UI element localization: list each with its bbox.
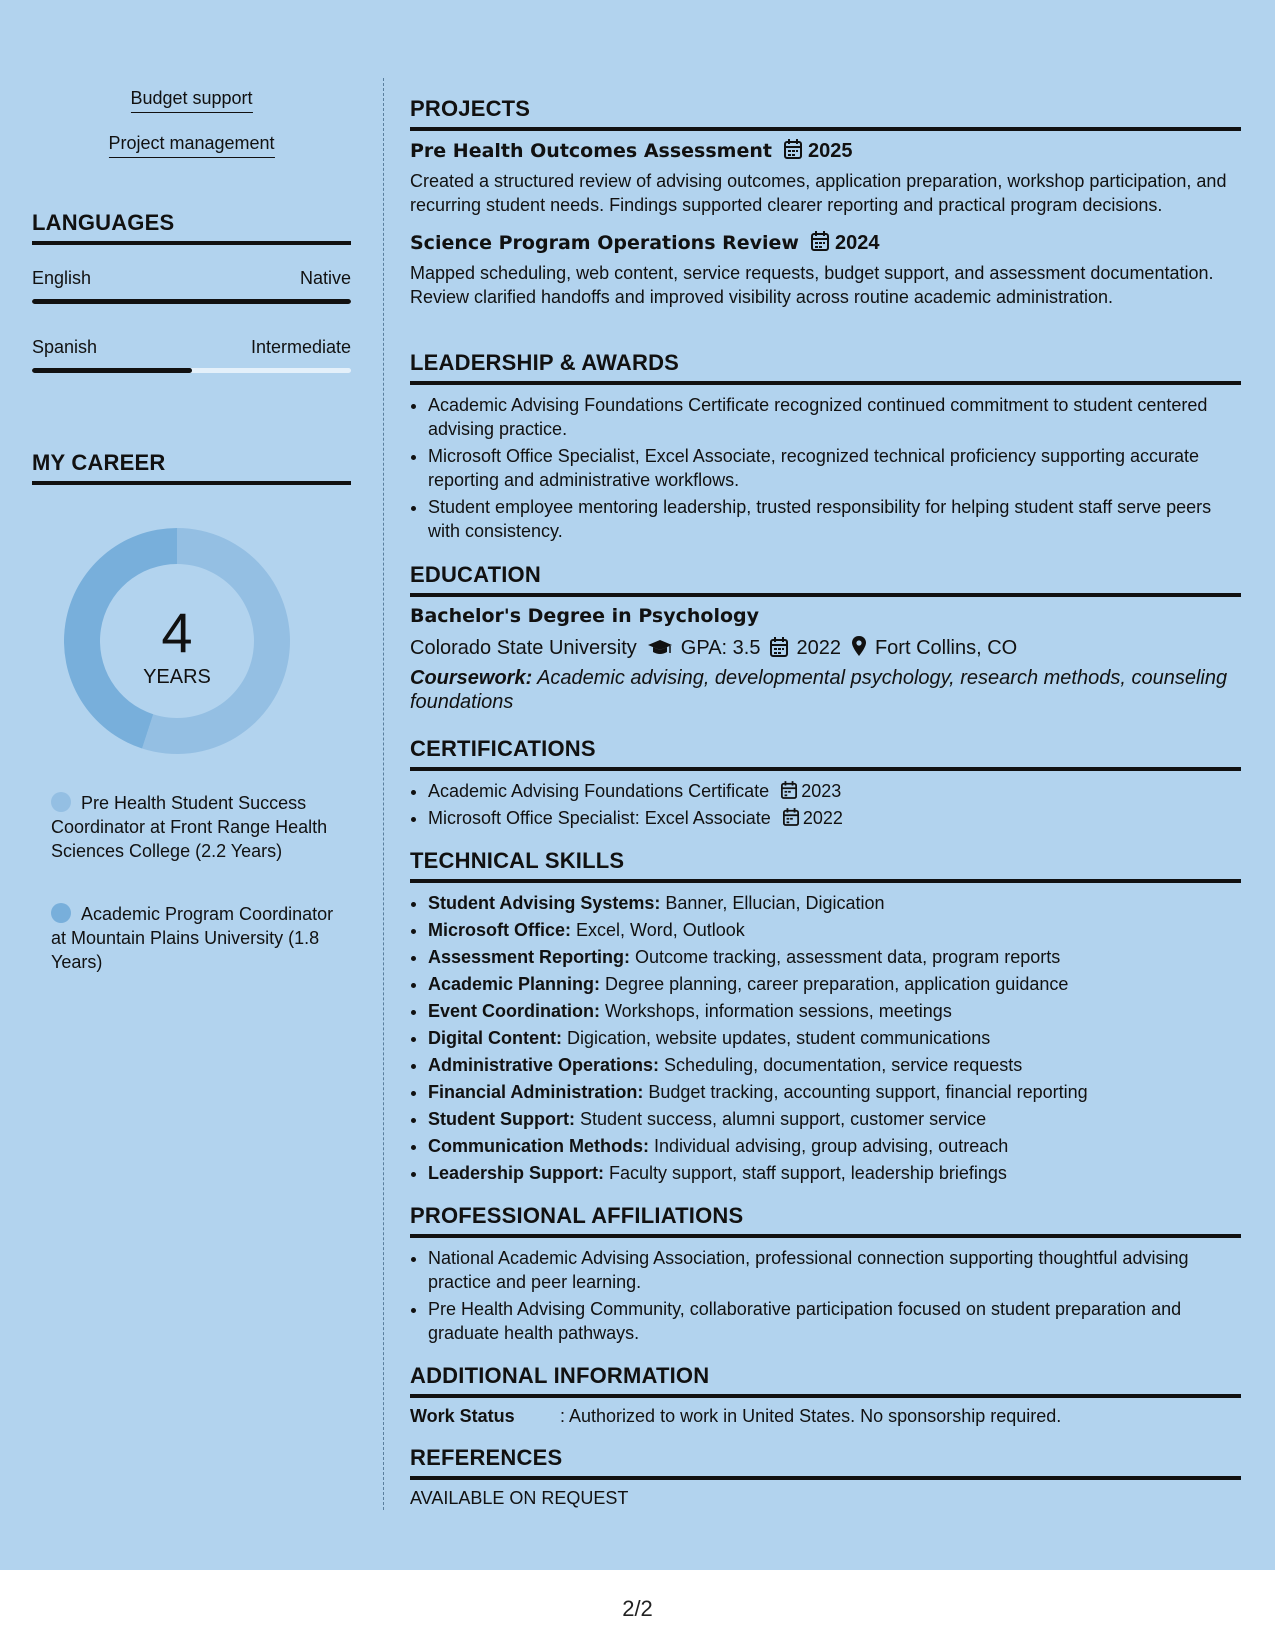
- project-description: Created a structured review of advising outcomes, application preparation, workshop participation, and recurring student needs. Findings supported clearer reporting and practical program decisions.: [410, 171, 1227, 215]
- education-year: 2022: [796, 637, 841, 659]
- skill-value: Student success, alumni support, customer service: [574, 1109, 987, 1129]
- references-section: [410, 1445, 1241, 1509]
- list-item: [428, 779, 1241, 803]
- technical-skills-title: TECHNICAL SKILLS: [410, 848, 1241, 883]
- work-status: [410, 1406, 1241, 1427]
- certifications-title: CERTIFICATIONS: [410, 736, 1241, 771]
- page-number: 2/2: [622, 1596, 653, 1621]
- cert-year: 2023: [801, 781, 842, 801]
- language-level: Intermediate: [250, 337, 351, 357]
- list-item: [428, 972, 1241, 997]
- skill-budget-support: Budget support: [130, 88, 252, 113]
- list-item: • Student employee mentoring leadership, trusted responsibility for helping student staff serve peers with consistency.: [428, 495, 1241, 543]
- leadership-title: LEADERSHIP & AWARDS: [410, 350, 1241, 385]
- degree-title: Bachelor's Degree in Psychology: [410, 605, 760, 627]
- skill-label: Leadership Support:: [428, 1163, 605, 1183]
- education-meta: [410, 635, 1241, 660]
- skill-label: Assessment Reporting:: [428, 947, 631, 967]
- career-section: [32, 450, 351, 485]
- certifications-section: [410, 736, 1241, 833]
- language-bar-fill: [32, 299, 351, 304]
- education-gpa: GPA: 3.5: [680, 637, 761, 659]
- project-year: 2024: [834, 232, 880, 254]
- language-level: Native: [299, 268, 351, 288]
- skill-label: Digital Content:: [428, 1028, 562, 1048]
- coursework-text: Academic advising, developmental psychology, research methods, counseling foundations: [410, 667, 1228, 713]
- list-item: • Pre Health Advising Community, collaborative participation focused on student preparation and graduate health pathways.: [428, 1297, 1241, 1345]
- languages-section: [32, 210, 351, 245]
- skill-value: Faculty support, staff support, leadership briefings: [604, 1163, 1007, 1183]
- additional-info-section: [410, 1363, 1241, 1427]
- project-title: [410, 139, 1241, 163]
- language-name: Spanish: [32, 337, 98, 357]
- calendar-icon: [811, 231, 829, 251]
- career-item-text: Pre Health Student Success Coordinator at Front Range Health Sciences College (2.2 Years): [51, 793, 328, 861]
- calendar-icon: [783, 808, 799, 826]
- languages-title: LANGUAGES: [32, 210, 351, 245]
- skill-value: Outcome tracking, assessment data, program reports: [630, 947, 1061, 967]
- skill-project-management: Project management: [108, 133, 274, 158]
- career-item: [51, 902, 341, 974]
- list-item: [428, 1026, 1241, 1051]
- work-status-value: : Authorized to work in United States. No sponsorship required.: [560, 1406, 1062, 1426]
- leadership-list: [410, 393, 1241, 543]
- language-bar-spanish: [32, 368, 351, 373]
- skill-label: Financial Administration:: [428, 1082, 644, 1102]
- skill-value: Degree planning, career preparation, application guidance: [600, 974, 1069, 994]
- list-item: [428, 1080, 1241, 1105]
- list-item: [428, 891, 1241, 916]
- calendar-icon: [784, 139, 802, 159]
- list-item: • National Academic Advising Association, professional connection supporting thoughtful advising practice and peer learning.: [428, 1246, 1241, 1294]
- technical-skills-list: [410, 891, 1241, 1186]
- list-item: [428, 1107, 1241, 1132]
- skill-value: Individual advising, group advising, outreach: [649, 1136, 1009, 1156]
- affiliations-list: [410, 1246, 1241, 1345]
- list-item: [428, 806, 1241, 830]
- list-item: [428, 918, 1241, 943]
- career-legend-dot: [51, 903, 71, 923]
- affiliations-title: PROFESSIONAL AFFILIATIONS: [410, 1203, 1241, 1238]
- affiliations-section: [410, 1203, 1241, 1348]
- career-legend-dot: [51, 792, 71, 812]
- career-item-text: Academic Program Coordinator at Mountain Plains University (1.8 Years): [51, 904, 334, 972]
- career-total-unit: YEARS: [143, 666, 211, 688]
- list-item: [428, 945, 1241, 970]
- list-item: [428, 999, 1241, 1024]
- skill-label: Event Coordination:: [428, 1001, 600, 1021]
- career-title: MY CAREER: [32, 450, 351, 485]
- skill-value: Digication, website updates, student communications: [561, 1028, 991, 1048]
- career-item: [51, 791, 341, 863]
- skill-value: Workshops, information sessions, meetings: [600, 1001, 952, 1021]
- certifications-list: [410, 779, 1241, 830]
- language-bar-english: [32, 299, 351, 304]
- skill-label: Administrative Operations:: [428, 1055, 660, 1075]
- list-item: [428, 1161, 1241, 1186]
- coursework: [410, 666, 1241, 714]
- cert-name: Microsoft Office Specialist: Excel Associate: [428, 808, 771, 828]
- skill-value: Scheduling, documentation, service requests: [659, 1055, 1023, 1075]
- skill-value: Excel, Word, Outlook: [571, 920, 745, 940]
- technical-skills-section: [410, 848, 1241, 1188]
- calendar-icon: [770, 637, 788, 657]
- work-status-label: Work Status: [410, 1406, 515, 1426]
- list-item: • Academic Advising Foundations Certificate recognized continued commitment to student centered advising practice.: [428, 393, 1241, 441]
- cert-name: Academic Advising Foundations Certificate: [428, 781, 770, 801]
- references-title: REFERENCES: [410, 1445, 1241, 1480]
- list-item: [428, 1053, 1241, 1078]
- column-divider: [383, 78, 384, 1510]
- coursework-label: Coursework:: [410, 667, 533, 689]
- skill-label: Communication Methods:: [428, 1136, 649, 1156]
- skill-label: Student Advising Systems:: [428, 893, 661, 913]
- language-bar-fill: [32, 368, 192, 373]
- project-description: Mapped scheduling, web content, service requests, budget support, and assessment documentation. Review clarified handoffs and improved visibility across routine academic administration.: [410, 263, 1214, 307]
- project-title: [410, 231, 1241, 255]
- skill-label: Academic Planning:: [428, 974, 601, 994]
- education-location: Fort Collins, CO: [874, 637, 1018, 659]
- education-title: EDUCATION: [410, 562, 1241, 597]
- school-name: Colorado State University: [410, 637, 637, 659]
- skill-label: Microsoft Office:: [428, 920, 572, 940]
- project-name: Science Program Operations Review: [410, 232, 799, 254]
- list-item: • Microsoft Office Specialist, Excel Associate, recognized technical proficiency supporting accurate reporting and administrative workflows.: [428, 444, 1241, 492]
- references-text: AVAILABLE ON REQUEST: [410, 1488, 629, 1508]
- list-item: [428, 1134, 1241, 1159]
- language-name: English: [32, 268, 92, 288]
- skill-value: Budget tracking, accounting support, financial reporting: [643, 1082, 1088, 1102]
- calendar-icon: [781, 781, 797, 799]
- cert-year: 2022: [802, 808, 843, 828]
- career-total-number: 4: [161, 601, 193, 664]
- projects-section: [410, 96, 1241, 323]
- leadership-section: [410, 350, 1241, 546]
- project-name: Pre Health Outcomes Assessment: [410, 140, 772, 162]
- additional-info-title: ADDITIONAL INFORMATION: [410, 1363, 1241, 1398]
- skill-value: Banner, Ellucian, Digication: [660, 893, 885, 913]
- education-section: [410, 562, 1241, 714]
- skill-label: Student Support:: [428, 1109, 575, 1129]
- projects-title: PROJECTS: [410, 96, 1241, 131]
- graduation-cap-icon: [647, 639, 673, 657]
- project-year: 2025: [807, 140, 853, 162]
- location-pin-icon: [851, 635, 867, 657]
